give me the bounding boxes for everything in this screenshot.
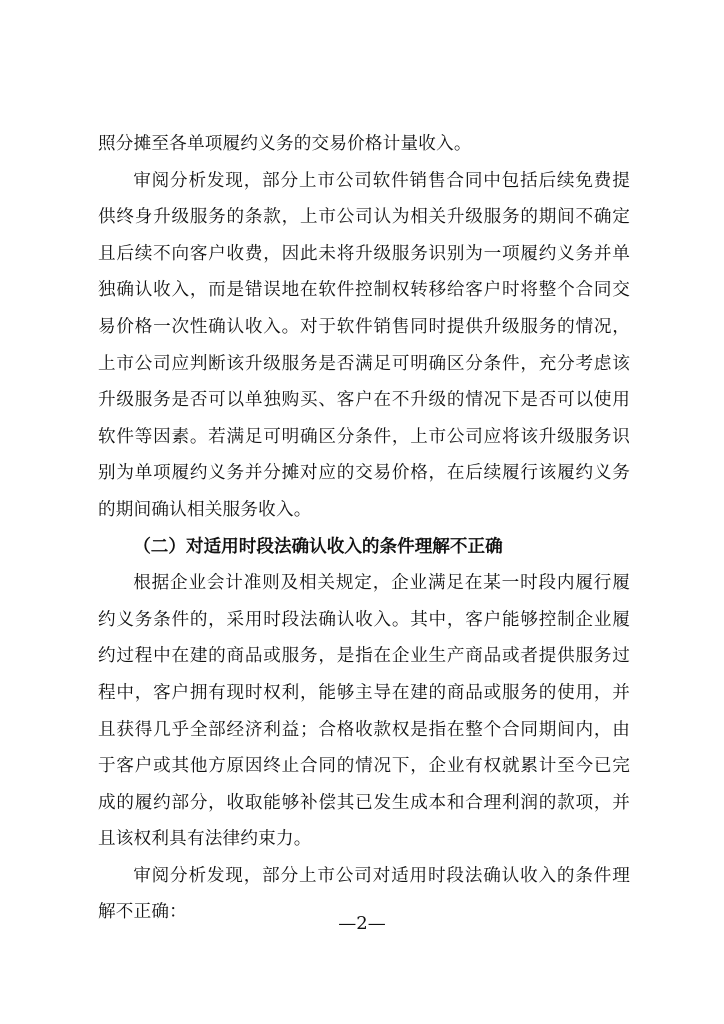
paragraph-standards: 根据企业会计准则及相关规定，企业满足在某一时段内履行履约义务条件的，采用时段法确认收入。其中，客户能够控制企业履约过程中在建的商品或服务，是指在企业生产商品或者提供服务过程中，客户拥有现时权利，能够主导在建的商品或服务的使用，并且获得几乎全部经济利益；合格收款权是指在整个合同期间内，由于客户或其他方原因终止合同的情况下，企业有权就累计至今已完成的履约部分，收取能够补偿其已发生成本和合理利润的款项，并且该权利具有法律约束力。 — [98, 573, 630, 850]
paragraph-continuation: 照分摊至各单项履约义务的交易价格计量收入。 — [98, 134, 472, 154]
section-heading: （二）对适用时段法确认收入的条件理解不正确 — [133, 536, 503, 557]
document-body — [98, 126, 630, 931]
page-number: —2— — [338, 913, 386, 934]
paragraph-software-upgrade: 审阅分析发现，部分上市公司软件销售合同中包括后续免费提供终身升级服务的条款，上市公司认为相关升级服务的期间不确定且后续不向客户收费，因此未将升级服务识别为一项履约义务并单独确认收入，而是错误地在软件控制权转移给客户时将整个合同交易价格一次性确认收入。对于软件销售同时提供升级服务的情况，上市公司应判断该升级服务是否满足可明确区分条件，充分考虑该升级服务是否可以单独购买、客户在不升级的情况下是否可以使用软件等因素。若满足可明确区分条件，上市公司应将该升级服务识别为单项履约义务并分摊对应的交易价格，在后续履行该履约义务的期间确认相关服务收入。 — [98, 170, 630, 520]
paragraph-review-finding: 审阅分析发现，部分上市公司对适用时段法确认收入的条件理解不正确： — [98, 865, 630, 923]
